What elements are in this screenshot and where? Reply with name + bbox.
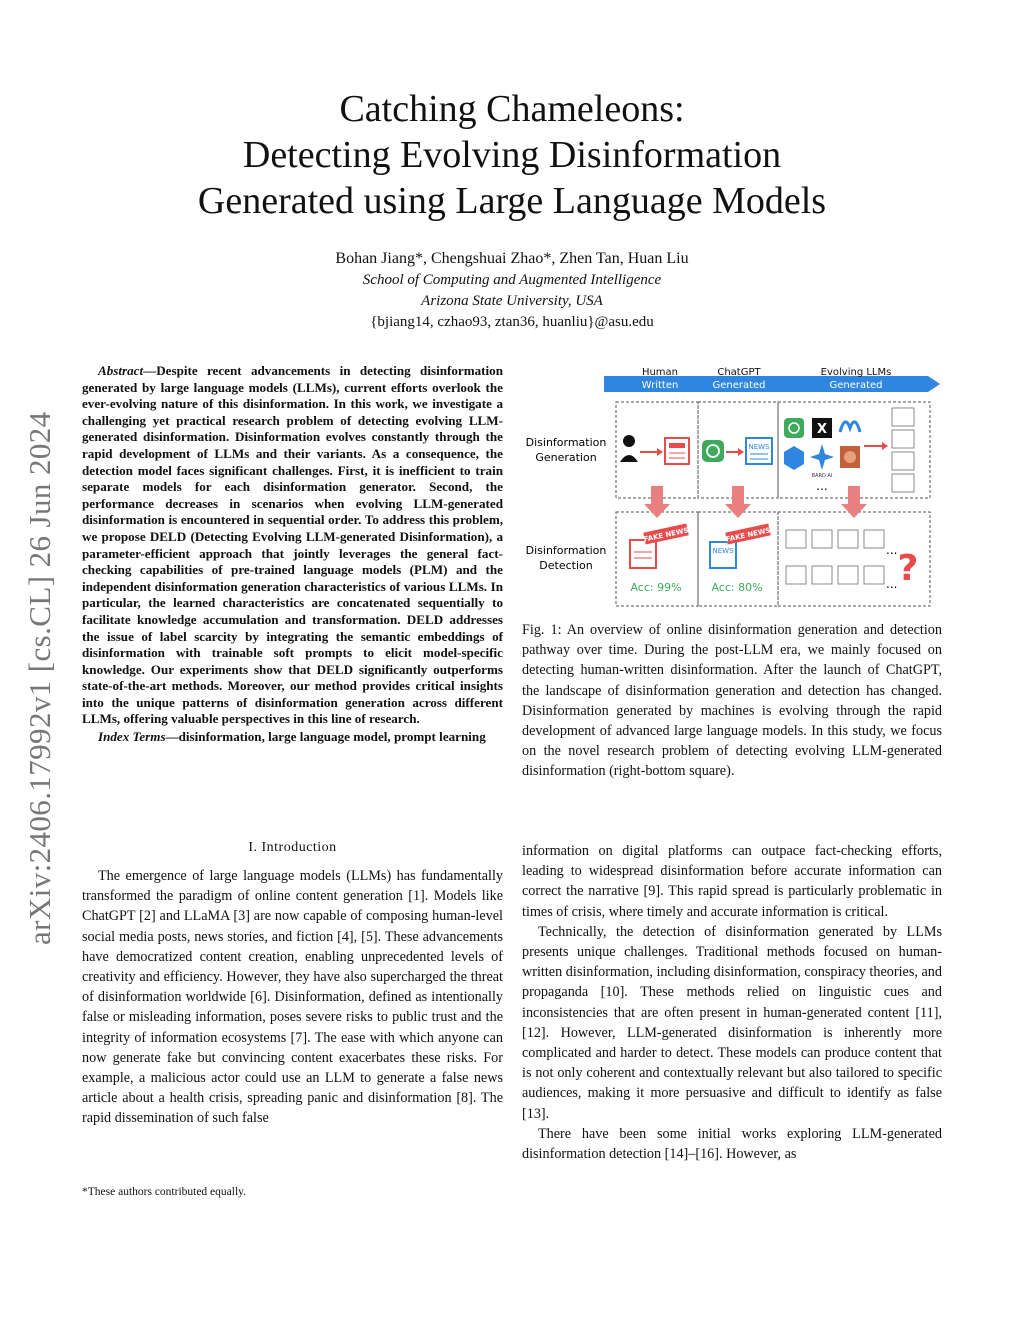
abstract-label: Abstract [98,363,144,378]
col-header-human-2: Written [641,380,679,391]
detection-ellipsis-1: ... [886,543,898,557]
paper-title [0,86,1024,224]
title-line-1: Catching Chameleons: [339,88,685,130]
index-terms-label: Index Terms [98,729,166,745]
detection-ellipsis-2: ... [886,577,898,591]
row-label-detection-2: Detection [539,559,593,572]
news-label-2: NEWS [712,547,734,555]
footnote: *These authors contributed equally. [82,1186,247,1198]
affiliation-school: School of Computing and Augmented Intelligence [362,272,662,288]
row-label-detection-1: Disinformation [525,544,607,557]
authors: Bohan Jiang*, Chengshuai Zhao*, Zhen Tan, Huan Liu [335,250,689,267]
llm-ellipsis: ... [816,479,828,493]
affiliation-university: Arizona State University, USA [421,293,603,309]
col-header-llms-2: Generated [829,380,883,391]
grok-x-icon [812,418,832,438]
author-emails: {bjiang14, czhao93, ztan36, huanliu}@asu.edu [370,314,654,330]
fake-news-stamp-2: FAKE NEWS [725,526,772,544]
col-header-llms-1: Evolving LLMs [820,367,892,378]
fake-news-paper-icon [665,438,689,464]
right-p3: There have been some initial works exploring LLM-generated disinformation detection [14]–[16]. However, as [522,1125,942,1163]
blue-cube-icon [784,446,804,470]
right-column-text [522,841,942,1164]
bard-ai-label: BARD AI [811,473,833,479]
generated-news-stack [892,408,914,492]
llm-pattern-icon [840,446,860,468]
title-line-2: Detecting Evolving Disinformation [242,134,782,176]
col-header-chatgpt-1: ChatGPT [717,367,761,378]
row-label-generation-2: Generation [535,451,597,464]
col-header-chatgpt-2: Generated [712,380,766,391]
chatgpt-fake-news-icon [710,524,771,568]
human-writer-icon [620,435,638,462]
chatgpt-logo-icon [702,440,724,462]
fake-news-stamp-1: FAKE NEWS [643,526,690,544]
news-paper-icon [746,438,772,464]
right-p2: Technically, the detection of disinformation generated by LLMs presents unique challenges. Traditional methods focused on human-written disinformation, including disinformation, conspiracy theories, and propaganda [10]. These methods relied on linguistic cues and inconsistencies that are often present in human-generated content [11], [12]. However, LLM-generated disinformation is inherently more complicated and harder to detect. These models can produce content that is not only coherent and contextually relevant but also tailored to specific audiences, making it more persuasive and difficult to identify as false [13]. [522,923,942,1122]
svg-text:X: X [816,422,828,437]
meta-llama-icon [840,422,860,432]
question-mark: ? [897,548,919,589]
figure-1-overview [520,362,944,612]
intro-paragraph-1 [82,866,503,1129]
right-p1: information on digital platforms can outpace fact-checking efforts, leading to widespread disinformation before accurate information can correct the narrative [9]. This rapid spread is particularly problematic in times of crisis, where timely and accurate information is critical. [522,843,942,920]
chatgpt-small-icon [784,418,804,438]
abstract [82,363,503,746]
arxiv-identifier: arXiv:2406.17992v1 [cs.CL] 26 Jun 2024 [22,411,57,945]
col-header-human-1: Human [641,367,679,378]
bard-ai-icon [810,444,834,470]
human-fake-news-icon [630,524,689,568]
row-label-generation-1: Disinformation [525,436,607,449]
figure-1-caption: Fig. 1: An overview of online disinformation generation and detection pathway over time. During the post-LLM era, we mainly focused on detecting human-written disinformation. After the launch of ChatGPT, the landscape of disinformation generation and detection has changed. Disinformation generated by machines is evolving through the rapid development of advanced large language models. In this study, we focus on the novel research problem of detecting evolving LLM-generated disinformation (right-bottom square). [522,622,942,780]
title-line-3: Generated using Large Language Models [197,180,827,222]
abstract-text: —Despite recent advancements in detecting disinformation generated by large language models (LLMs), current efforts overlook the ever-evolving nature of this disinformation. In this work, we investigate a challenging yet practical research problem of detecting evolving LLM-generated disinformation. Disinformation evolves constantly through the rapid development of LLMs and their variants. As a consequence, the detection model faces significant challenges. First, it is inefficient to train separate models for each disinformation generator. Second, the performance decreases in scenarios when evolving LLM-generated disinformation is encountered in sequential order. To address this problem, we propose DELD (Detecting Evolving LLM-generated Disinformation), a parameter-efficient approach that jointly leverages the general fact-checking capabilities of pre-trained language models (PLM) and the independent disinformation generation characteristics of various LLMs. In particular, the learned characteristics are concatenated sequentially to facilitate knowledge accumulation and transformation. DELD addresses the issue of label scarcity by integrating the semantic embeddings of disinformation with trainable soft prompts to elicit model-specific knowledge. Our experiments show that DELD significantly outperforms state-of-the-art methods. Moreover, our method provides critical insights into the unique patterns of disinformation generation across different LLMs, offering valuable perspectives in this line of research. [82,363,503,727]
index-terms-text: —disinformation, large language model, prompt learning [165,729,486,745]
accuracy-chatgpt: Acc: 80% [711,581,763,594]
section-heading-introduction: I. Introduction [248,840,337,855]
evolving-news-grid [786,530,884,584]
down-arrows [644,486,867,518]
intro-p1-text: The emergence of large language models (LLMs) has fundamentally transformed the paradigm of online content generation [1]. Models like ChatGPT [2] and LLaMA [3] are now capable of composing human-level social media posts, news stories, and fiction [4], [5]. These advancements have democratized content creation, enabling unprecedented levels of creativity and efficiency. However, they have also supercharged the threat of disinformation worldwide [6]. Disinformation, defined as intentionally false or misleading information, poses severe risks to public trust and the integrity of information ecosystems [7]. The ease with which anyone can now generate fake but convincing content exacerbates these risks. For example, a malicious actor could use an LLM to generate a false news article about a health crisis, spreading panic and disinformation [8]. The rapid dissemination of such false [82,868,503,1127]
accuracy-human: Acc: 99% [630,581,682,594]
news-label: NEWS [748,443,770,451]
